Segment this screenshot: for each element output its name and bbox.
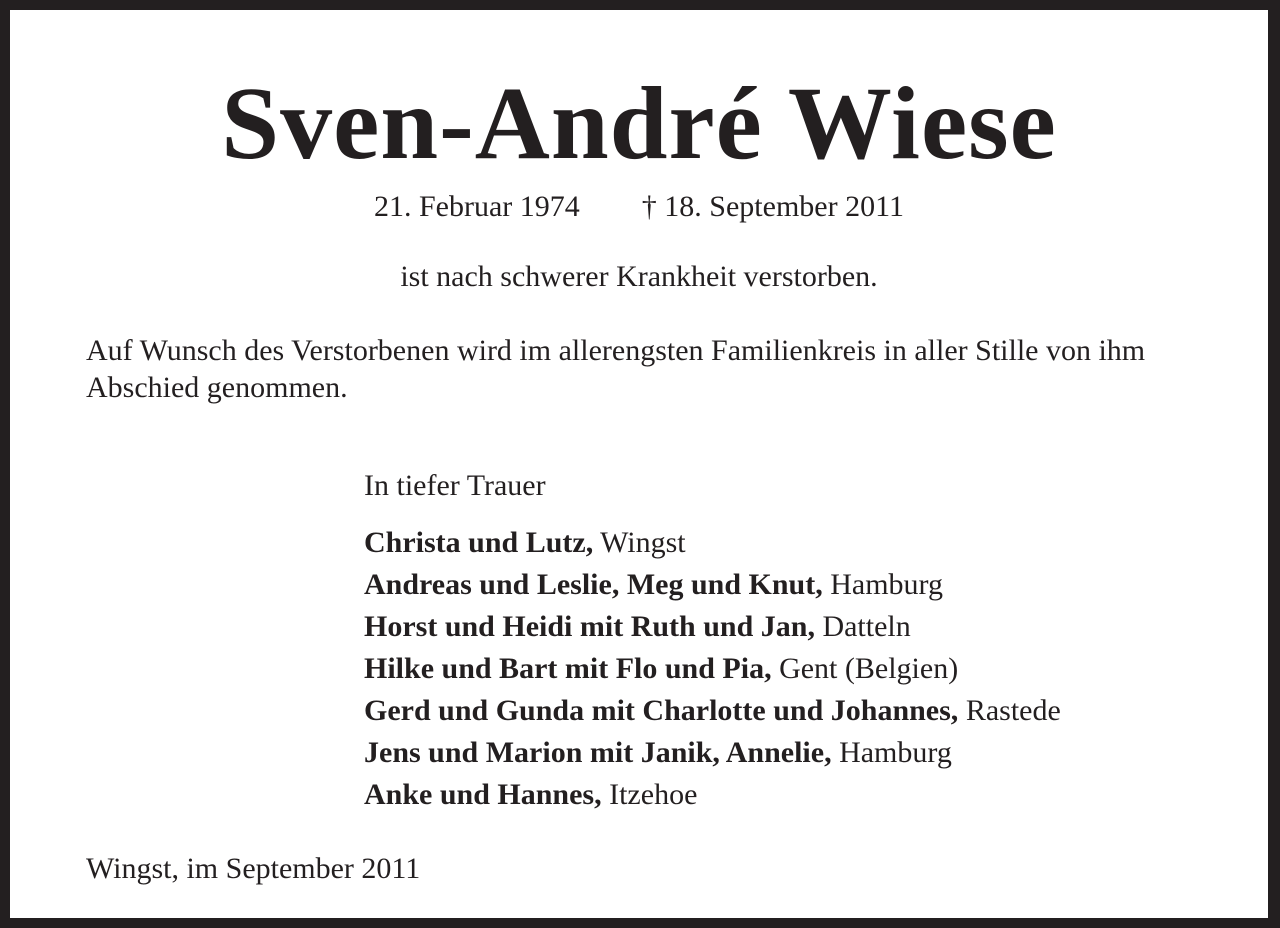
mourner-item bbox=[364, 652, 1061, 694]
mourner-item bbox=[364, 568, 1061, 610]
mourner-names: Gerd und Gunda mit Charlotte und Johannes, bbox=[364, 694, 959, 727]
mourner-place: Hamburg bbox=[822, 568, 943, 601]
mourner-place: Hamburg bbox=[831, 736, 952, 769]
place-and-date: Wingst, im September 2011 bbox=[86, 852, 421, 885]
mourner-place: Wingst bbox=[593, 526, 686, 559]
mourner-place: Rastede bbox=[958, 694, 1061, 727]
birth-date: 21. Februar 1974 bbox=[374, 190, 580, 223]
obituary-notice bbox=[10, 10, 1268, 918]
announcement-line: ist nach schwerer Krankheit verstorben. bbox=[400, 260, 878, 293]
mourner-place: Itzehoe bbox=[601, 778, 698, 811]
mourner-place: Gent (Belgien) bbox=[771, 652, 959, 685]
death-date: † 18. September 2011 bbox=[641, 190, 904, 223]
mourner-item bbox=[364, 526, 1061, 568]
mourner-item bbox=[364, 694, 1061, 736]
mourner-names: Hilke und Bart mit Flo und Pia, bbox=[364, 652, 772, 685]
funeral-note: Auf Wunsch des Verstorbenen wird im allerengsten Familienkreis in aller Stille von ihm Abschied genommen. bbox=[86, 334, 1146, 404]
mourner-item bbox=[364, 736, 1061, 778]
mourner-item bbox=[364, 778, 1061, 820]
mourner-item bbox=[364, 610, 1061, 652]
mourner-names: Horst und Heidi mit Ruth und Jan, bbox=[364, 610, 815, 643]
mourning-heading: In tiefer Trauer bbox=[364, 469, 546, 502]
deceased-name: Sven-André Wiese bbox=[221, 66, 1057, 181]
mourner-names: Christa und Lutz, bbox=[364, 526, 594, 559]
mourner-names: Jens und Marion mit Janik, Annelie, bbox=[364, 736, 832, 769]
mourners-list bbox=[364, 526, 1061, 820]
mourner-names: Anke und Hannes, bbox=[364, 778, 602, 811]
life-dates bbox=[10, 192, 1268, 222]
mourner-names: Andreas und Leslie, Meg und Knut, bbox=[364, 568, 823, 601]
mourner-place: Datteln bbox=[814, 610, 911, 643]
